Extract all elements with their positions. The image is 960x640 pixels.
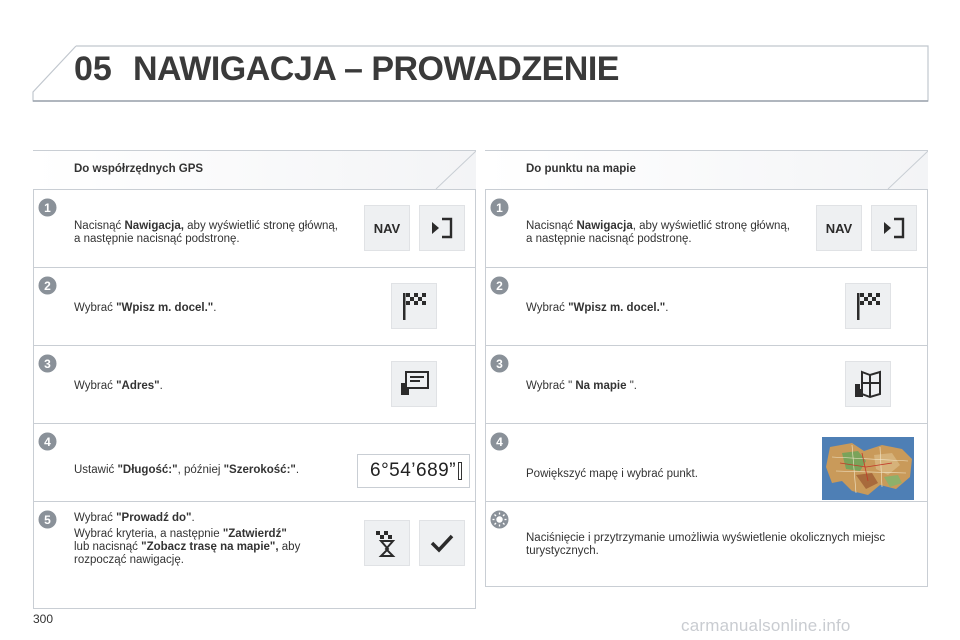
chapter-title: NAWIGACJA – PROWADZENIE xyxy=(133,50,619,88)
step-2 xyxy=(33,267,476,345)
map-thumbnail[interactable] xyxy=(822,437,914,500)
route-criteria-button[interactable] xyxy=(364,520,410,566)
step-3-badge-icon xyxy=(490,354,509,373)
section-heading-text: Do punktu na mapie xyxy=(526,163,636,175)
checkered-flag-icon xyxy=(853,290,883,322)
watermark: carmanualsonline.info xyxy=(681,616,851,635)
heading-slant-decor xyxy=(416,151,476,189)
nav-button[interactable] xyxy=(816,205,862,251)
step-1-text: Nacisnąć Nawigacja, aby wyświetlić stronę główną, a następnie nacisnąć podstronę. xyxy=(526,220,790,245)
step-2-badge-icon xyxy=(490,276,509,295)
step-3 xyxy=(485,345,928,423)
step-4-text: Ustawić "Długość:", później "Szerokość:". xyxy=(74,464,300,476)
step-1 xyxy=(485,189,928,267)
subpage-arrow-icon xyxy=(881,215,907,241)
step-4-badge-icon xyxy=(38,432,57,451)
section-heading-text: Do współrzędnych GPS xyxy=(74,163,204,175)
route-flag-icon xyxy=(372,528,402,558)
coordinate-value: 6°54’689” xyxy=(370,460,457,481)
address-button[interactable] xyxy=(391,361,437,407)
step-3-text: Wybrać "Adres". xyxy=(74,380,163,392)
page-number: 300 xyxy=(33,612,54,626)
step-1-badge-icon xyxy=(490,198,509,217)
coordinate-input[interactable] xyxy=(357,454,470,488)
step-5 xyxy=(33,501,476,609)
tip-text: Naciśnięcie i przytrzymanie umożliwia wyświetlenie okolicznych miejsc turystycznych. xyxy=(526,532,886,557)
heading-slant-decor xyxy=(868,151,928,189)
destination-flag-button[interactable] xyxy=(391,283,437,329)
on-map-button[interactable] xyxy=(845,361,891,407)
tip-row xyxy=(485,501,928,587)
step-4 xyxy=(33,423,476,501)
svg-text:2: 2 xyxy=(44,279,51,293)
svg-text:3: 3 xyxy=(44,357,51,371)
step-2-text: Wybrać "Wpisz m. docel.". xyxy=(74,302,217,314)
svg-text:1: 1 xyxy=(44,201,51,215)
step-2 xyxy=(485,267,928,345)
step-4-badge-icon xyxy=(490,432,509,451)
step-4 xyxy=(485,423,928,501)
step-5-text: Wybrać "Prowadź do". Wybrać kryteria, a następnie "Zatwierdź" lub nacisnąć "Zobacz trasę na mapie", aby rozpocząć nawigację. xyxy=(74,512,301,566)
address-card-icon xyxy=(397,369,431,399)
svg-text:1: 1 xyxy=(496,201,503,215)
subpage-icon[interactable] xyxy=(419,205,465,251)
svg-text:2: 2 xyxy=(496,279,503,293)
map-point-section xyxy=(485,150,928,587)
nav-label: NAV xyxy=(825,220,853,236)
chapter-number: 05 xyxy=(74,50,112,88)
subpage-arrow-icon xyxy=(429,215,455,241)
confirm-button[interactable] xyxy=(419,520,465,566)
step-1-text: Nacisnąć Nawigacja, aby wyświetlić stronę główną, a następnie nacisnąć podstronę. xyxy=(74,220,338,245)
tip-lightbulb-icon xyxy=(490,510,509,529)
step-3-text: Wybrać " Na mapie ". xyxy=(526,380,637,392)
checkmark-icon xyxy=(429,532,455,554)
nav-label: NAV xyxy=(373,220,401,236)
svg-text:4: 4 xyxy=(44,435,51,449)
destination-flag-button[interactable] xyxy=(845,283,891,329)
step-3-badge-icon xyxy=(38,354,57,373)
cursor-icon xyxy=(458,462,462,480)
subpage-icon[interactable] xyxy=(871,205,917,251)
section-heading-map xyxy=(485,150,928,189)
map-touch-icon xyxy=(852,368,884,400)
svg-text:4: 4 xyxy=(496,435,503,449)
step-3 xyxy=(33,345,476,423)
checkered-flag-icon xyxy=(399,290,429,322)
gps-coordinates-section xyxy=(33,150,476,609)
nav-button[interactable] xyxy=(364,205,410,251)
svg-text:5: 5 xyxy=(44,513,51,527)
step-4-text: Powiększyć mapę i wybrać punkt. xyxy=(526,468,698,480)
section-heading-gps xyxy=(33,150,476,189)
step-5-badge-icon xyxy=(38,510,57,529)
step-2-badge-icon xyxy=(38,276,57,295)
step-2-text: Wybrać "Wpisz m. docel.". xyxy=(526,302,669,314)
svg-text:3: 3 xyxy=(496,357,503,371)
step-1 xyxy=(33,189,476,267)
step-1-badge-icon xyxy=(38,198,57,217)
